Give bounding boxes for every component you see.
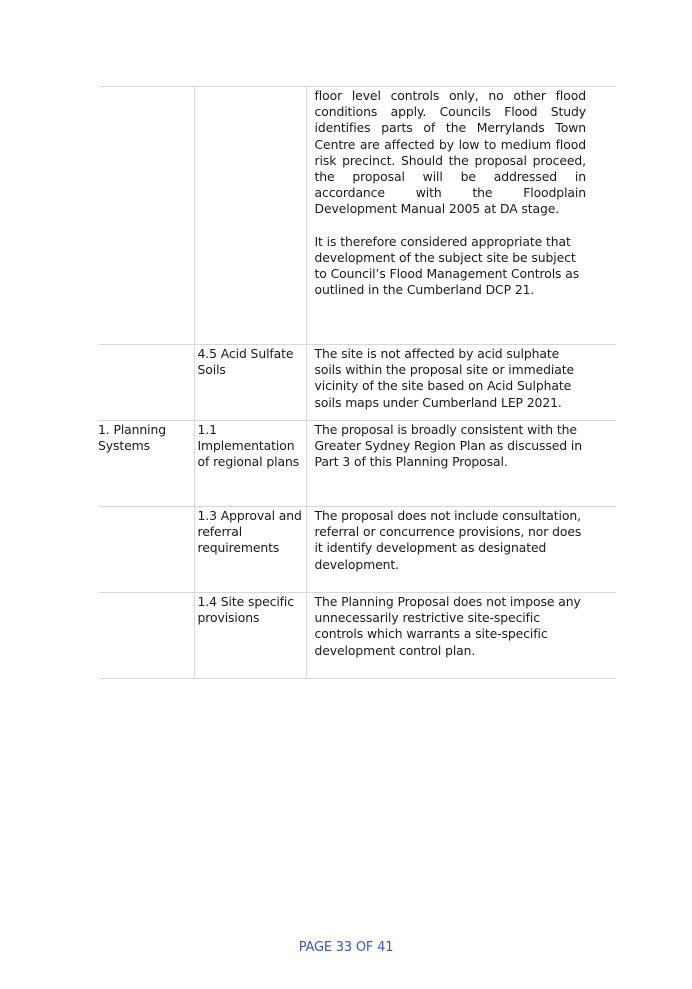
objective-cell xyxy=(98,87,194,345)
comment-paragraph: It is therefore considered appropriate that development of the subject site be subject to Council’s Flood Management Controls as outlined in the Cumberland DCP 21. xyxy=(314,233,580,298)
comment-cell xyxy=(306,593,616,679)
page-number-footer: PAGE 33 OF 41 xyxy=(298,940,394,955)
table-row xyxy=(98,421,616,507)
comment-paragraph: The Planning Proposal does not impose any unnecessarily restrictive site-specific controls which warrants a site-specific development control plan. xyxy=(314,594,581,658)
table-row xyxy=(98,507,616,593)
comment-cell xyxy=(306,345,616,421)
direction-cell: 1.3 Approval and referral requirements xyxy=(194,507,306,593)
comment-paragraph: floor level controls only, no other flood conditions apply. Councils Flood Study identifies parts of the Merrylands Town Centre are affected by low to medium flood risk precinct. Should the proposal proceed, the proposal will be addressed in accordance with the Floodplain Development Manual 2005 at DA stage. xyxy=(314,88,586,217)
objective-cell xyxy=(98,593,194,679)
direction-cell xyxy=(194,87,306,345)
direction-cell: 4.5 Acid Sulfate Soils xyxy=(194,345,306,421)
comment-cell xyxy=(306,421,616,507)
direction-cell: 1.4 Site specific provisions xyxy=(194,593,306,679)
objective-cell: 1. Planning Systems xyxy=(98,421,194,507)
objective-cell xyxy=(98,507,194,593)
objective-cell xyxy=(98,345,194,421)
table-row xyxy=(98,345,616,421)
comment-paragraph: The proposal is broadly consistent with the Greater Sydney Region Plan as discussed in Part 3 of this Planning Proposal. xyxy=(314,422,582,470)
comment-paragraph: The site is not affected by acid sulphate soils within the proposal site or immediate vicinity of the site based on Acid Sulphate soils maps under Cumberland LEP 2021. xyxy=(314,346,574,410)
table-row xyxy=(98,593,616,679)
direction-cell: 1.1 Implementation of regional plans xyxy=(194,421,306,507)
comment-cell xyxy=(306,507,616,593)
comment-cell xyxy=(306,87,616,345)
comment-paragraph: The proposal does not include consultation, referral or concurrence provisions, nor does it identify development as designated development. xyxy=(314,508,582,572)
planning-table xyxy=(98,86,616,679)
table-row xyxy=(98,87,616,345)
